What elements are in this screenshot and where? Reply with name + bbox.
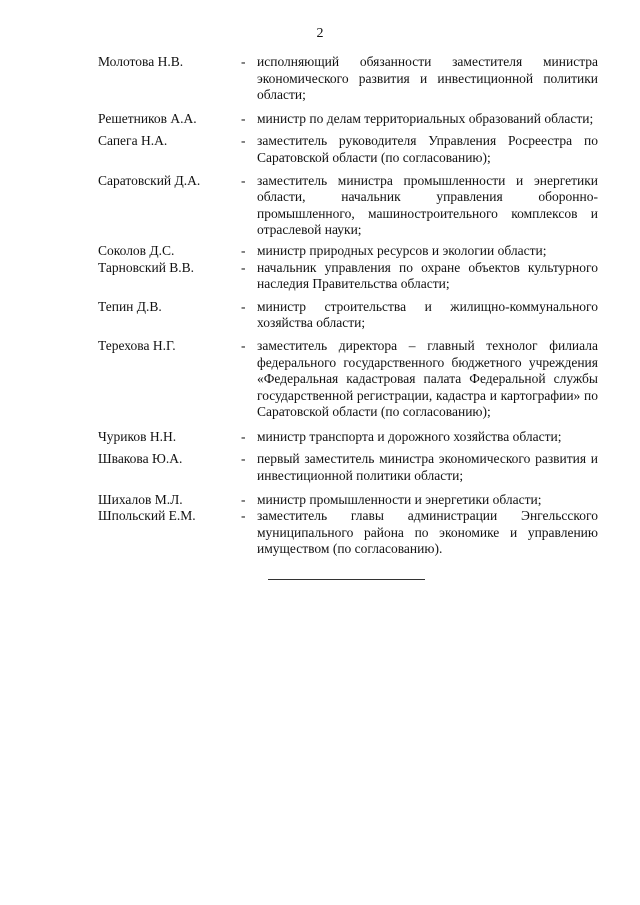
member-row-molotova bbox=[98, 54, 598, 104]
member-name: Шпольский Е.М. bbox=[98, 508, 196, 524]
dash-separator: - bbox=[241, 133, 246, 149]
member-list bbox=[98, 54, 598, 558]
member-row-terekhova bbox=[98, 338, 598, 421]
member-row-tepin bbox=[98, 299, 598, 332]
member-row-shikhalov bbox=[98, 492, 598, 509]
member-role: заместитель директора – главный технолог филиала федерального государственного бюджетного учреждения «Федеральная кадастровая палата Федеральной службы государственной регистрации, кадастра и картографии» по Саратовской области (по согласованию); bbox=[257, 337, 598, 420]
member-name: Молотова Н.В. bbox=[98, 54, 184, 69]
member-role: первый заместитель министра экономического развития и инвестиционной политики области; bbox=[257, 451, 598, 484]
page-number: 2 bbox=[316, 26, 324, 41]
member-row-shpolsky bbox=[98, 508, 598, 558]
member-name: Тарновский В.В. bbox=[98, 259, 195, 275]
member-role: заместитель руководителя Управления Росреестра по Саратовской области (по согласованию); bbox=[257, 133, 598, 165]
dash-separator: - bbox=[241, 172, 246, 188]
member-row-sokolov bbox=[98, 243, 598, 260]
dash-separator: - bbox=[241, 54, 246, 69]
dash-separator: - bbox=[241, 242, 246, 258]
dash-separator: - bbox=[241, 259, 246, 275]
dash-separator: - bbox=[241, 451, 246, 467]
member-row-churikov bbox=[98, 429, 598, 446]
member-name: Швакова Ю.А. bbox=[98, 451, 183, 467]
member-name: Терехова Н.Г. bbox=[98, 337, 176, 353]
member-name: Шихалов М.Л. bbox=[98, 491, 183, 507]
member-row-shvakova bbox=[98, 451, 598, 484]
member-role: министр строительства и жилищно-коммунального хозяйства области; bbox=[257, 298, 598, 331]
dash-separator: - bbox=[241, 110, 246, 126]
member-role: начальник управления по охране объектов культурного наследия Правительства области; bbox=[257, 259, 598, 292]
member-name: Чуриков Н.Н. bbox=[98, 428, 177, 444]
member-name: Тепин Д.В. bbox=[98, 298, 162, 314]
member-role: исполняющий обязанности заместителя министра экономического развития и инвестиционной политики области; bbox=[257, 54, 598, 103]
member-role: министр промышленности и энергетики области; bbox=[257, 491, 542, 507]
member-name: Решетников А.А. bbox=[98, 110, 197, 126]
member-row-reshetnikov bbox=[98, 111, 598, 128]
member-name: Саратовский Д.А. bbox=[98, 172, 201, 188]
member-role: заместитель главы администрации Энгельсского муниципального района по экономике и управлению имуществом (по согласованию). bbox=[257, 508, 598, 557]
member-row-saratovsky bbox=[98, 173, 598, 239]
member-name: Сапега Н.А. bbox=[98, 133, 168, 149]
dash-separator: - bbox=[241, 298, 246, 314]
dash-separator: - bbox=[241, 428, 246, 444]
member-row-sapega bbox=[98, 133, 598, 166]
member-role: заместитель министра промышленности и энергетики области, начальник управления оборонно-промышленного, машиностроительного комплексов и отраслевой науки; bbox=[257, 172, 598, 238]
dash-separator: - bbox=[241, 337, 246, 353]
dash-separator: - bbox=[241, 508, 246, 524]
member-row-tarnovsky bbox=[98, 260, 598, 293]
member-role: министр природных ресурсов и экологии области; bbox=[257, 242, 547, 258]
member-role: министр транспорта и дорожного хозяйства области; bbox=[257, 428, 562, 444]
member-name: Соколов Д.С. bbox=[98, 242, 175, 258]
dash-separator: - bbox=[241, 491, 246, 507]
member-role: министр по делам территориальных образований области; bbox=[257, 110, 594, 126]
closing-rule-line bbox=[268, 579, 425, 580]
